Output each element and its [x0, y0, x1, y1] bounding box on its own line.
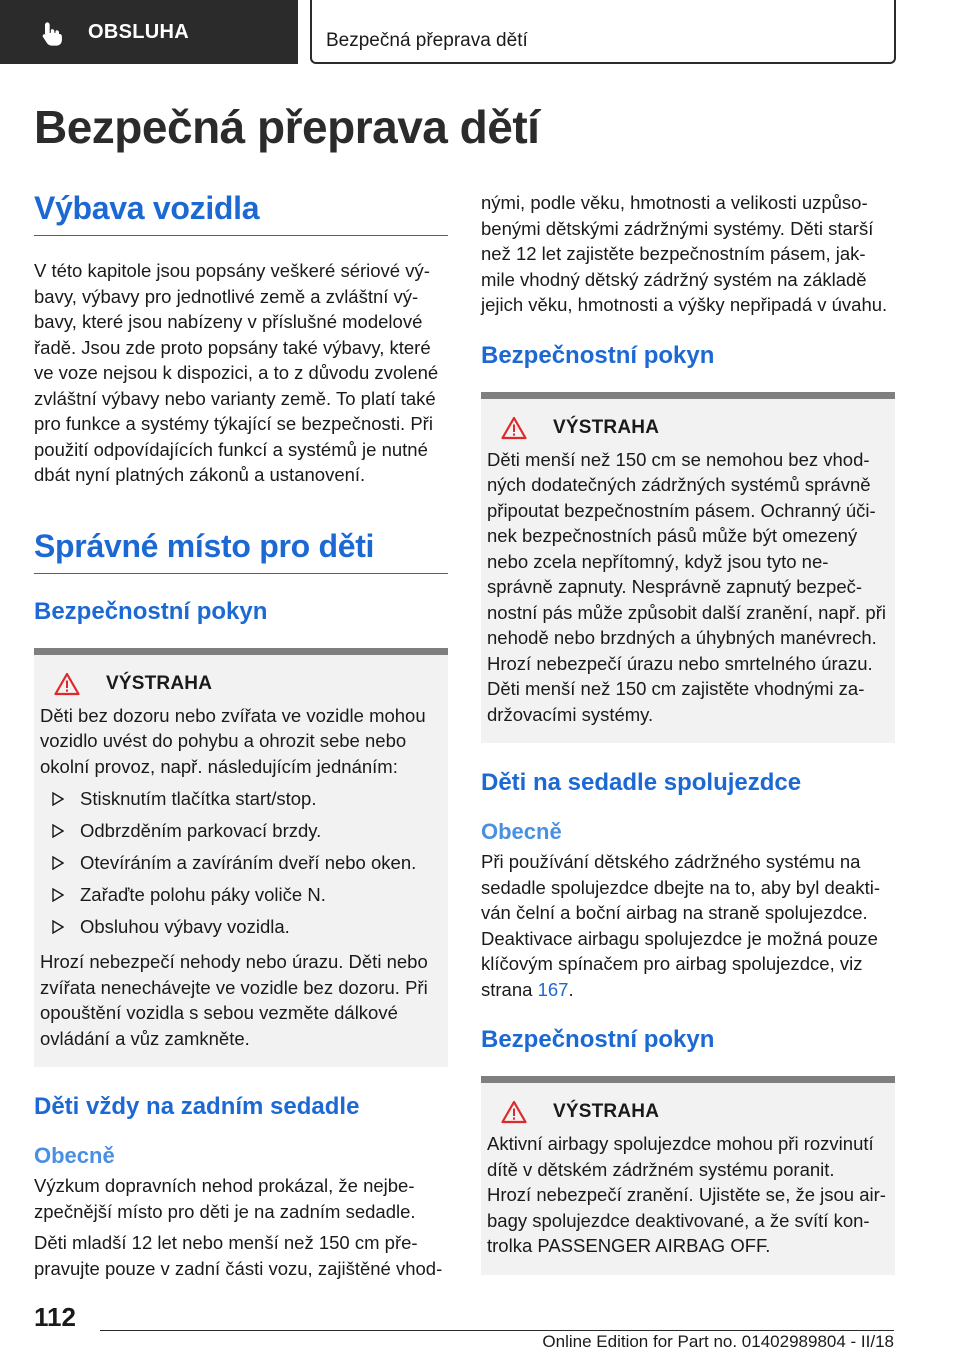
warning-triangle-icon	[54, 672, 80, 696]
list-item: Zařaďte polohu páky voliče N.	[40, 879, 440, 911]
warning-box-150cm	[481, 392, 895, 744]
paragraph-continued: nými, podle věku, hmotnosti a velikosti uzpůso‐ benými dětskými zádržnými systémy. Děti starší než 12 let zajistěte bezpečnostním pásem, jak‐ mile vhodný dětský zádržný systém na základě jejich věku, hmotnosti a výšky nepřipadá v úvahu.	[481, 192, 888, 315]
header-section-title: Bezpečná přeprava dětí	[326, 30, 528, 51]
warning-title: VÝSTRAHA	[106, 672, 213, 694]
paragraph-zadni-1: Výzkum dopravních nehod prokázal, že nejbe‐ zpečnější místo pro děti je na zadním sedadle.	[34, 1175, 416, 1222]
list-item: Otevíráním a zavíráním dveří nebo oken.	[40, 847, 440, 879]
header-tab-label: OBSLUHA	[88, 21, 189, 43]
warning-title: VÝSTRAHA	[553, 416, 660, 438]
warning-list	[40, 783, 440, 943]
heading-bezpecnostni-pokyn-2: Bezpečnostní pokyn	[481, 1026, 715, 1053]
heading-bezpecnostni-pokyn: Bezpečnostní pokyn	[34, 597, 268, 625]
left-column	[34, 190, 448, 1281]
list-triangle-icon	[52, 856, 64, 870]
warning-box-unattended	[34, 648, 448, 1068]
list-triangle-icon	[52, 920, 64, 934]
page-title: Bezpečná přeprava dětí	[34, 101, 540, 153]
warning-triangle-icon	[501, 416, 527, 440]
heading-spravne-misto: Správné místo pro děti	[34, 528, 448, 574]
list-triangle-icon	[52, 888, 64, 902]
warning-intro: Děti bez dozoru nebo zvířata ve vozidle mohou vozidlo uvést do pohybu a ohrozit sebe nebo okolní provoz, např. následujícím jednáním:	[40, 704, 426, 777]
right-column	[481, 190, 895, 1275]
heading-vybava-vozidla: Výbava vozidla	[34, 190, 448, 236]
list-triangle-icon	[52, 824, 64, 838]
list-triangle-icon	[52, 792, 64, 806]
page-reference-link[interactable]: 167	[537, 978, 569, 1000]
heading-zadni-sedadlo: Děti vždy na zadním sedadle	[34, 1093, 360, 1120]
warning-text: Děti menší než 150 cm se nemohou bez vhod‐ ných dodatečných zádržných systémů správně připoutat bezpečnostním pásem. Ochranný úči‐ nek bezpečnostních pásů může být omezený nebo zcela nepřítomný, když jsou tyto ne‐ správně zapnuty. Nesprávně zapnutý bezpeč‐ nostní pás může způsobit další zranění, např. při nehodě nebo brzdných a úhybných manévrech. Hrozí nebezpečí úrazu nebo smrtelného úrazu. Děti menší než 150 cm zajistěte vhodnými za‐ držovacími systémy.	[487, 448, 886, 725]
hand-pointer-icon	[38, 20, 66, 48]
warning-text: Aktivní airbagy spolujezdce mohou při rozvinutí dítě v dětském zádržném systému poranit. Hrozí nebezpečí zranění. Ujistěte se, že jsou air‐ bagy spolujezdce deaktivované, a že svítí kon‐ trolka PASSENGER AIRBAG OFF.	[487, 1133, 886, 1256]
heading-bezpecnostni-pokyn: Bezpečnostní pokyn	[481, 341, 715, 369]
header-section-title-box	[310, 0, 896, 64]
warning-box-airbag	[481, 1076, 895, 1275]
list-item: Obsluhou výbavy vozidla.	[40, 911, 440, 943]
heading-obecne: Obecně	[34, 1143, 115, 1168]
paragraph-vybava: V této kapitole jsou popsány veškeré sériové vý‐ bavy, výbavy pro jednotlivé země a zvláštní vý‐ bavy, které jsou nabízeny v příslušné modelové řadě. Jsou zde proto popsány také výbavy, které ve voze nejsou k dispozici, a to z důvodu zvolené zvláštní výbavy nebo varianty země. To platí také pro funkce a systémy týkající se bezpečnosti. Při použití odpovídajících funkcí a systémů je nutné dbát nyní platných zákonů a ustanovení.	[34, 260, 439, 485]
list-item: Odbrzděním parkovací brzdy.	[40, 815, 440, 847]
heading-sedadlo-spolujezdce: Děti na sedadle spolujezdce	[481, 769, 802, 796]
warning-title: VÝSTRAHA	[553, 1101, 660, 1122]
paragraph-spolujezdce: Při používání dětského zádržného systému na sedadle spolujezdce dbejte na to, aby byl deakti‐ ván čelní a boční airbag na straně spolujezdce. Deaktivace airbagu spolujezdce je možná pouze klíčovým spínačem pro airbag spolujezdce, viz strana 167.	[481, 851, 881, 1000]
heading-obecne: Obecně	[481, 819, 562, 844]
footer-divider	[100, 1330, 894, 1331]
page-number: 112	[34, 1302, 76, 1332]
list-item: Stisknutím tlačítka start/stop.	[40, 783, 440, 815]
header-section-tab[interactable]	[0, 0, 298, 64]
warning-triangle-icon	[501, 1100, 527, 1124]
warning-outro: Hrozí nebezpečí nehody nebo úrazu. Děti nebo zvířata nenechávejte ve vozidle bez dozoru. Při opouštění vozidla s sebou vezměte dálkové ovládání a vůz zamkněte.	[40, 951, 428, 1049]
paragraph-zadni-2: Děti mladší 12 let nebo menší než 150 cm pře‐ pravujte pouze v zadní části vozu, zajištěné vhod‐	[34, 1232, 443, 1279]
footer-edition: Online Edition for Part no. 01402989804 - II/18	[542, 1332, 894, 1351]
